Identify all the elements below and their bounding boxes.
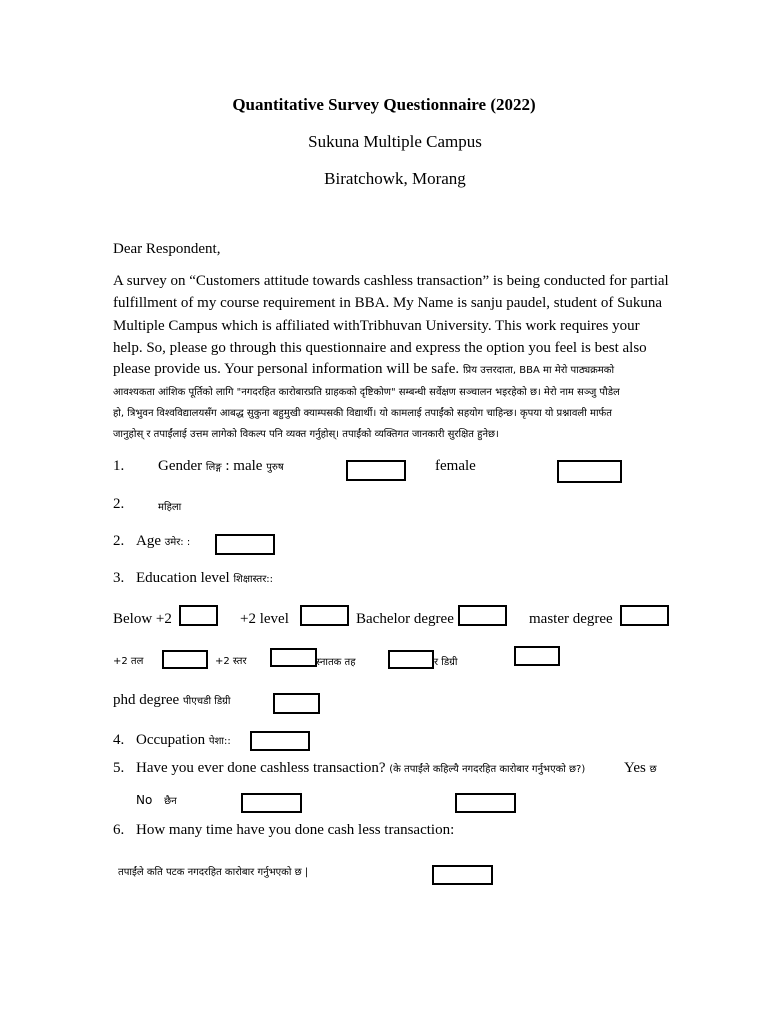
survey-title: Quantitative Survey Questionnaire (2022) [232, 95, 536, 114]
female-label: female [435, 458, 476, 474]
edu-nepali-below2: +2 तल [113, 656, 144, 667]
salutation: Dear Respondent, [113, 241, 221, 257]
letter-line-5 [113, 361, 614, 378]
edu-option-master: master degree [529, 611, 613, 627]
plus2-nepali-box[interactable] [270, 648, 317, 667]
nepali-line-3: जानुहोस् र तपाईंलाई उत्तम लागेको विकल्प पनि व्यक्त गर्नुहोस्। तपाईंको व्यक्तिगत जानकारी सुरक्षित हुनेछ। [113, 429, 499, 440]
letter-line-4: help. So, please go through this questionnaire and express the option you feel is best also [113, 340, 647, 356]
letter-line-3: Multiple Campus which is affiliated withTribhuvan University. This work requires your [113, 318, 640, 334]
master-nepali-box[interactable] [514, 646, 560, 666]
letter-line-2: fulfillment of my course requirement in BBA. My Name is sanju paudel, student of Sukuna [113, 295, 663, 311]
male-checkbox[interactable] [346, 460, 406, 481]
q6-nepali: तपाईंले कति पटक नगदरहित कारोबार गर्नुभएको छ | [118, 867, 309, 878]
q1-male-label: : male [225, 458, 263, 474]
education-nepali: शिक्षास्तर:: [233, 574, 274, 585]
q1-male-nepali: पुरुष [266, 462, 284, 473]
edu-option-bachelor: Bachelor degree [356, 611, 454, 627]
q2-number: 2. [113, 496, 125, 512]
q1-nepali: लिङ्ग [205, 462, 222, 473]
occupation-field[interactable] [250, 731, 310, 751]
education-question [136, 570, 273, 587]
edu-option-plus2: +2 level [240, 611, 289, 627]
age-question [136, 533, 190, 550]
female-checkbox[interactable] [557, 460, 622, 483]
q3-number: 3. [113, 570, 125, 586]
q1-question [158, 458, 284, 475]
no-nepali: छैन [164, 796, 177, 807]
plus2-checkbox[interactable] [300, 605, 349, 626]
occupation-label: Occupation [136, 732, 206, 748]
master-checkbox[interactable] [620, 605, 669, 626]
age-label: Age [136, 533, 161, 549]
edu-nepali-bachelor: स्नातक तह [316, 657, 356, 668]
letter-line-1: A survey on “Customers attitude towards cashless transaction” is being conducted for partial [113, 273, 669, 289]
q1-label: Gender [158, 458, 203, 474]
age-number: 2. [113, 533, 125, 549]
q5-nepali: (के तपाईंले कहिल्यै नगदरहित कारोबार गर्नुभएको छ?) [389, 764, 586, 775]
campus-name: Sukuna Multiple Campus [308, 132, 482, 151]
phd-nepali: पीएचडी डिग्री [182, 696, 231, 707]
q6-number: 6. [113, 822, 125, 838]
frequency-field[interactable] [432, 865, 493, 885]
campus-location: Biratchowk, Morang [324, 169, 466, 188]
female-nepali: महिला [158, 502, 182, 513]
below2-nepali-box[interactable] [162, 650, 208, 669]
no-label: No [136, 793, 153, 807]
yes-option [624, 760, 657, 777]
q5-label: Have you ever done cashless transaction? [136, 760, 386, 776]
no-option [136, 793, 177, 807]
q1-number: 1. [113, 458, 125, 474]
occupation-question [136, 732, 231, 749]
edu-option-below2: Below +2 [113, 611, 172, 627]
age-field[interactable] [215, 534, 275, 555]
age-nepali: उमेर: : [164, 537, 191, 548]
occupation-nepali: पेशा:: [208, 736, 231, 747]
q4-number: 4. [113, 732, 125, 748]
q5-question [136, 760, 585, 777]
phd-checkbox[interactable] [273, 693, 320, 714]
phd-question [113, 692, 230, 709]
q5-number: 5. [113, 760, 125, 776]
letter-line-5-text: please provide us. Your personal information will be safe. [113, 361, 460, 377]
yes-checkbox[interactable] [455, 793, 516, 813]
no-checkbox[interactable] [241, 793, 302, 813]
q6-question: How many time have you done cash less transaction: [136, 822, 455, 838]
below2-checkbox[interactable] [179, 605, 218, 626]
nepali-line-1: आवश्यकता आंशिक पूर्तिको लागि "नगदरहित कारोबारप्रति ग्राहकको दृष्टिकोण" सम्बन्धी सर्वेक्षण सञ्चालन भइरहेको छ। मेरो नाम सञ्जु पौडेल [113, 387, 620, 398]
bachelor-nepali-box[interactable] [388, 650, 434, 669]
nepali-line-2: हो, त्रिभुवन विश्वविद्यालयसँग आबद्ध सुकुना बहुमुखी क्याम्पसकी विद्यार्थी। यो कामलाई तपाईंको सहयोग चाहिन्छ। कृपया यो प्रश्नावली मार्फत [113, 408, 612, 419]
edu-nepali-plus2: +2 स्तर [215, 656, 247, 667]
nepali-intro-start: प्रिय उत्तरदाता, BBA मा मेरो पाठ्यक्रमको [462, 365, 615, 376]
phd-label: phd degree [113, 692, 180, 708]
education-label: Education level [136, 570, 230, 586]
bachelor-checkbox[interactable] [458, 605, 507, 626]
yes-label: Yes [624, 760, 646, 776]
yes-nepali: छ [649, 764, 657, 775]
edu-nepali-master: र डिग्री [434, 657, 458, 668]
